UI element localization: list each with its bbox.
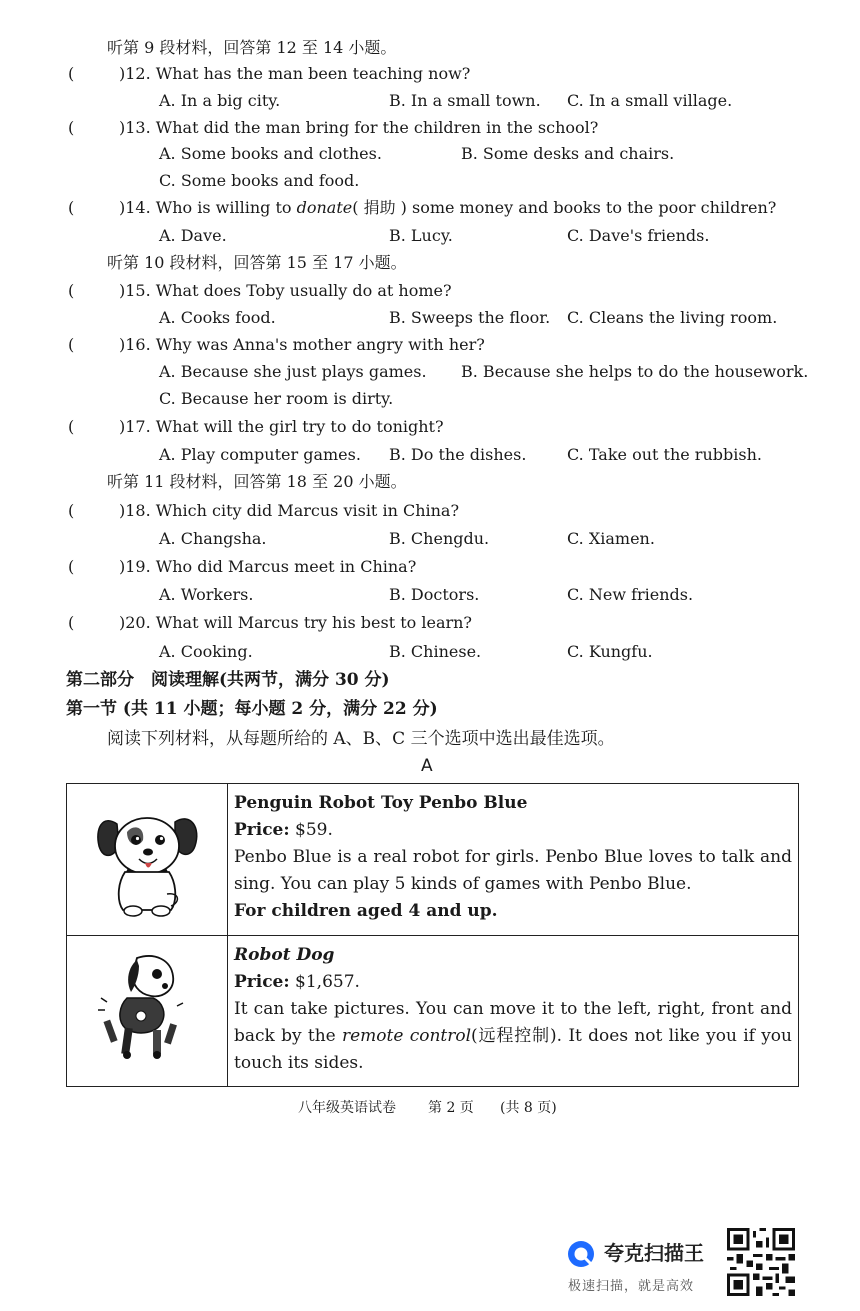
question-18-stem: )18. Which city did Marcus visit in China? [119,501,460,520]
answer-blank: ( [68,64,75,83]
robot-dog-image [67,936,228,1086]
puppy-illustration-icon [67,784,227,934]
question-20-stem: )20. What will Marcus try his best to learn? [119,613,473,632]
question-17-option-c: C. Take out the rubbish. [567,445,762,464]
question-15-option-c: C. Cleans the living room. [567,308,778,327]
answer-blank: ( [68,501,75,520]
question-14-option-c: C. Dave's friends. [567,226,710,245]
footer-exam-name: 八年级英语试卷 [298,1100,396,1116]
price-value: $1,657. [289,972,360,992]
question-15-stem: )15. What does Toby usually do at home? [119,281,452,300]
passage-a-table [66,783,799,1087]
answer-blank: ( [68,281,75,300]
question-18-option-c: C. Xiamen. [567,529,655,548]
question-19-stem: )19. Who did Marcus meet in China? [119,557,417,576]
material-11-intro: 听第 11 段材料，回答第 18 至 20 小题。 [107,472,407,491]
question-18-option-b: B. Chengdu. [389,529,490,548]
question-20-option-b: B. Chinese. [389,642,482,661]
material-9-intro: 听第 9 段材料，回答第 12 至 14 小题。 [107,38,397,57]
section-1-heading: 第一节 (共 11 小题；每小题 2 分，满分 22 分) [66,699,438,719]
question-19-option-c: C. New friends. [567,585,694,604]
item-2-desc-em: remote control [342,1026,472,1046]
question-12-option-b: B. In a small town. [389,91,541,110]
question-12-option-a: A. In a big city. [159,91,281,110]
question-19-option-a: A. Workers. [159,585,254,604]
robot-dog-illustration-icon [67,936,227,1086]
reading-instructions: 阅读下列材料，从每题所给的 A、B、C 三个选项中选出最佳选项。 [107,729,615,749]
part-2-heading: 第二部分 阅读理解(共两节，满分 30 分) [66,670,390,690]
item-1-desc: Penbo Blue is a real robot for girls. Penbo Blue loves to talk and sing. You can play 5 kinds of games with Penbo Blue. [234,847,792,894]
question-18-option-a: A. Changsha. [159,529,267,548]
brand-name: 夸克扫描王 [604,1241,704,1265]
item-2-price [234,969,792,996]
price-label: Price: [234,972,290,992]
qr-code-icon [727,1228,795,1296]
question-15-option-b: B. Sweeps the floor. [389,308,551,327]
question-15-option-a: A. Cooks food. [159,308,276,327]
price-label: Price: [234,820,290,840]
question-14-stem-em: donate [296,198,353,217]
question-14-option-b: B. Lucy. [389,226,453,245]
item-1-title: Penguin Robot Toy Penbo Blue [234,793,528,813]
quark-logo-icon [566,1239,596,1269]
item-1-age: For children aged 4 and up. [234,901,498,921]
question-20-option-c: C. Kungfu. [567,642,653,661]
item-2-title: Robot Dog [234,945,335,965]
question-16-option-c: C. Because her room is dirty. [159,389,394,408]
footer-page-number: 第 2 页 [428,1100,474,1116]
question-13-option-b: B. Some desks and chairs. [461,144,675,163]
item-2-desc-post: (远程控制). It does not like you if you touch its sides. [234,1026,792,1073]
question-12-stem: )12. What has the man been teaching now? [119,64,471,83]
table-row [67,784,798,936]
footer-total-pages: (共 8 页) [500,1100,557,1116]
question-16-option-a: A. Because she just plays games. [159,362,427,381]
penguin-robot-description [234,790,792,925]
price-value: $59. [289,820,333,840]
question-14-option-a: A. Dave. [159,226,227,245]
question-20-option-a: A. Cooking. [159,642,253,661]
question-16-stem: )16. Why was Anna's mother angry with her? [119,335,485,354]
question-13-option-a: A. Some books and clothes. [159,144,382,163]
question-12-option-c: C. In a small village. [567,91,733,110]
question-14-stem-pre: )14. Who is willing to [119,198,297,217]
material-10-intro: 听第 10 段材料，回答第 15 至 17 小题。 [107,253,407,272]
table-row [67,936,798,1086]
item-2-desc [234,996,792,1077]
answer-blank: ( [68,118,75,137]
answer-blank: ( [68,417,75,436]
passage-label: A [421,756,433,776]
answer-blank: ( [68,335,75,354]
penguin-robot-image [67,784,228,935]
answer-blank: ( [68,557,75,576]
question-19-option-b: B. Doctors. [389,585,480,604]
question-17-option-b: B. Do the dishes. [389,445,527,464]
question-13-option-c: C. Some books and food. [159,171,360,190]
question-16-option-b: B. Because she helps to do the housework. [461,362,809,381]
question-17-option-a: A. Play computer games. [159,445,361,464]
item-1-price [234,817,792,844]
question-14-stem-post: ( 捐助 ) some money and books to the poor children? [352,198,777,217]
item-2-desc-pre: It can take pictures. You can move it to the left, right, front and back by the [234,999,792,1046]
brand-tagline: 极速扫描，就是高效 [568,1279,695,1294]
robot-dog-description [234,942,792,1077]
question-13-stem: )13. What did the man bring for the children in the school? [119,118,599,137]
answer-blank: ( [68,613,75,632]
question-17-stem: )17. What will the girl try to do tonight? [119,417,444,436]
scanner-watermark [566,1233,722,1297]
question-14-stem [119,197,776,219]
answer-blank: ( [68,198,75,217]
